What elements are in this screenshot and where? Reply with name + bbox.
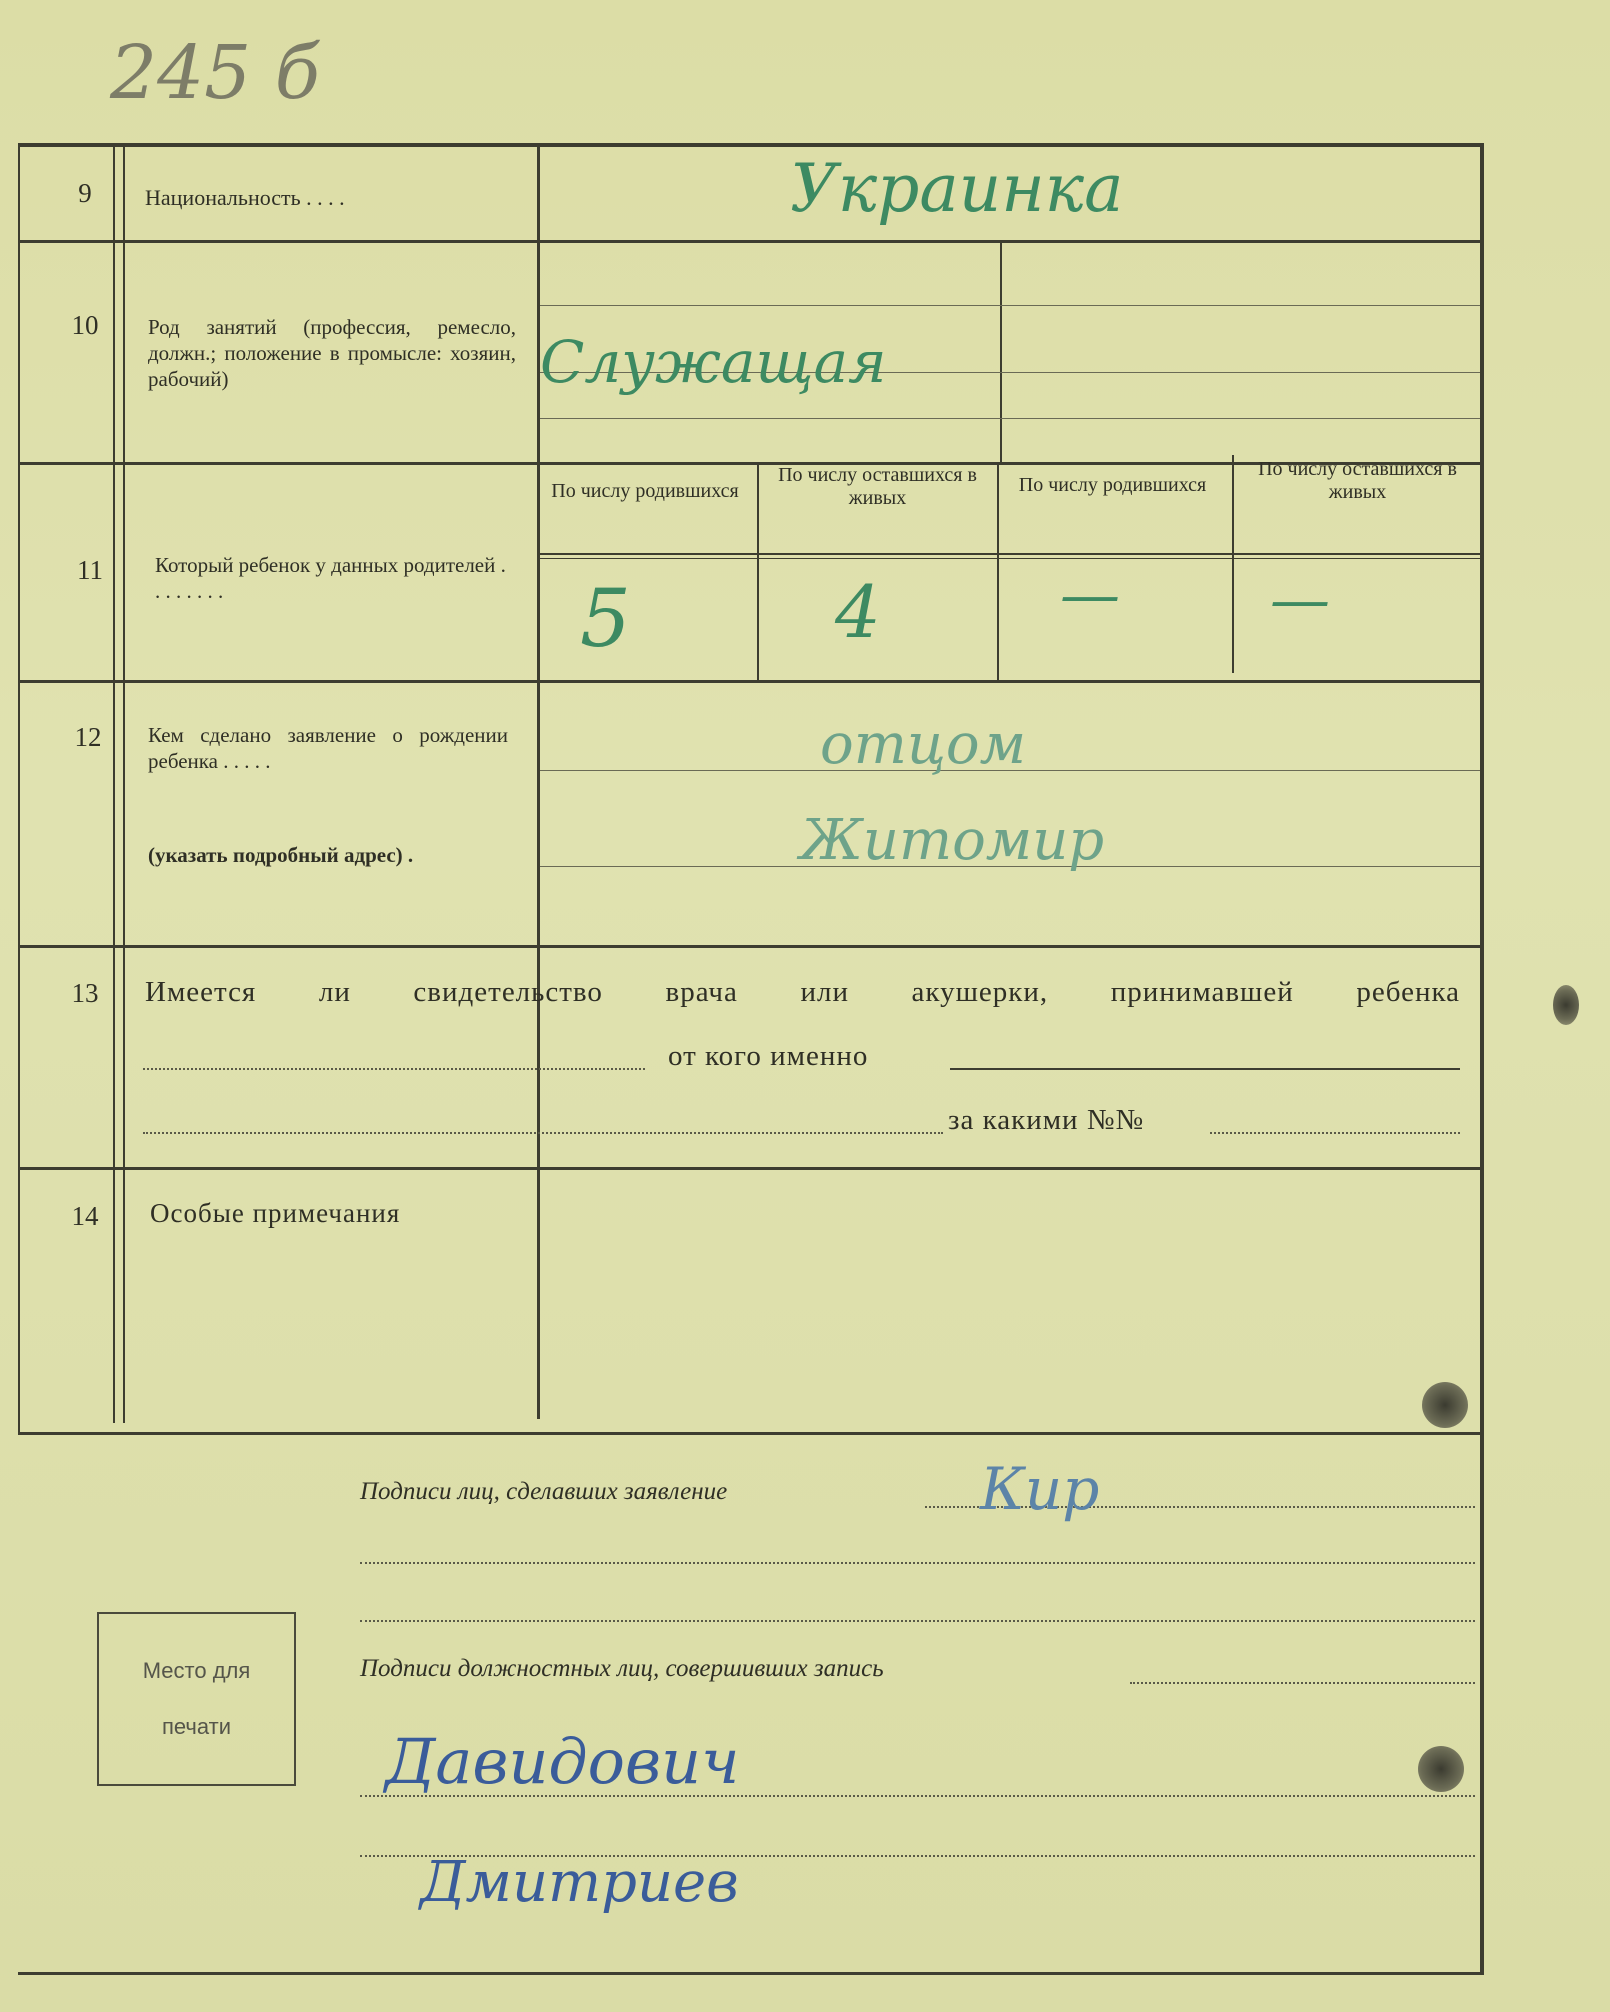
row-11-label: Который ребенок у данных родителей . . . . . . . .	[155, 553, 506, 603]
row-11-header-2: По числу оставшихся в живых	[778, 464, 977, 509]
row-13-text-2: от кого именно	[668, 1040, 869, 1072]
frame-top	[18, 143, 1484, 147]
row-10-number: 10	[71, 310, 99, 340]
stamp-place-line-1: Место для	[142, 1658, 251, 1683]
row-11-value-3: —	[1060, 560, 1120, 630]
row-11-header-1: По числу родившихся	[551, 480, 739, 502]
num-col-line-b	[123, 143, 125, 1423]
row-12-number: 12	[74, 722, 102, 752]
row-11-value-1: 5	[580, 572, 631, 665]
row-14-label: Особые примечания	[150, 1198, 401, 1228]
row-13-dots-2	[143, 1132, 943, 1134]
binding-hole-bottom	[1418, 1746, 1464, 1792]
row-10-value-divider	[1000, 242, 1002, 462]
official-signature-2: Дмитриев	[420, 1850, 739, 1915]
row-14-number: 14	[71, 1201, 99, 1231]
page-number-handwritten: 245 б	[110, 30, 320, 116]
applicant-signature: Кир	[980, 1455, 1100, 1523]
row-11-div-2	[997, 462, 999, 680]
officials-signature-label: Подписи должностных лиц, совершивших запись	[360, 1655, 884, 1682]
stamp-place-line-2: печати	[162, 1714, 231, 1739]
row-sep-13	[18, 1167, 1484, 1170]
row-10-label: Род занятий (профессия, ремесло, должн.; положение в промысле: хозяин, рабочий)	[148, 315, 516, 391]
row-sep-9	[18, 240, 1484, 243]
row-sep-12	[18, 945, 1484, 948]
row-10-rule-1	[540, 305, 1480, 306]
row-10-rule-3	[540, 418, 1480, 419]
row-11-value-4: —	[1270, 565, 1330, 635]
row-11-value-2: 4	[835, 570, 881, 654]
applicants-signature-label: Подписи лиц, сделавших заявление	[360, 1478, 728, 1505]
officials-sig-dots-2	[360, 1795, 1475, 1797]
row-9-label: Национальность . . . .	[145, 185, 345, 210]
row-13-number: 13	[71, 978, 99, 1008]
row-11-number: 11	[77, 555, 103, 585]
officials-sig-dots-1	[1130, 1682, 1475, 1684]
row-11-header-3: По числу родившихся	[1018, 474, 1207, 496]
applicants-sig-dots-2	[360, 1562, 1475, 1564]
official-signature-1: Давидович	[385, 1725, 740, 1798]
frame-right	[1480, 143, 1484, 1975]
row-12-value-1: отцом	[820, 712, 1027, 777]
row-11-div-1	[757, 462, 759, 680]
frame-left	[18, 143, 20, 1433]
row-10-value: Служащая	[540, 328, 887, 396]
frame-bottom	[18, 1972, 1484, 1975]
row-9-value: Украинка	[790, 150, 1124, 227]
row-sep-14	[18, 1432, 1484, 1435]
stamp-place-box	[97, 1612, 296, 1786]
row-12-value-2: Житомир	[800, 808, 1105, 873]
row-9-number: 9	[78, 178, 92, 208]
binding-hole-right-edge	[1553, 985, 1579, 1025]
row-13-dots-1	[143, 1068, 645, 1070]
row-13-line-2	[950, 1068, 1460, 1070]
row-13-dots-3	[1210, 1132, 1460, 1134]
row-sep-11	[18, 680, 1484, 683]
row-11-header-sep-2	[540, 558, 1480, 559]
row-13-text-3: за какими №№	[948, 1104, 1145, 1136]
row-13-text-1: Имеется ли свидетельство врача или акушерки, принимавшей ребенка	[145, 976, 1460, 1008]
row-11-header-sep	[540, 553, 1480, 555]
binding-hole-top	[1422, 1382, 1468, 1428]
row-12-label: Кем сделано заявление о рождении ребенка . . . . .	[148, 723, 508, 773]
applicants-sig-dots-3	[360, 1620, 1475, 1622]
row-11-header-4: По числу оставшихся в живых	[1258, 458, 1457, 503]
row-12-address-label: (указать подробный адрес) .	[148, 843, 414, 867]
row-11-div-3	[1232, 455, 1234, 673]
